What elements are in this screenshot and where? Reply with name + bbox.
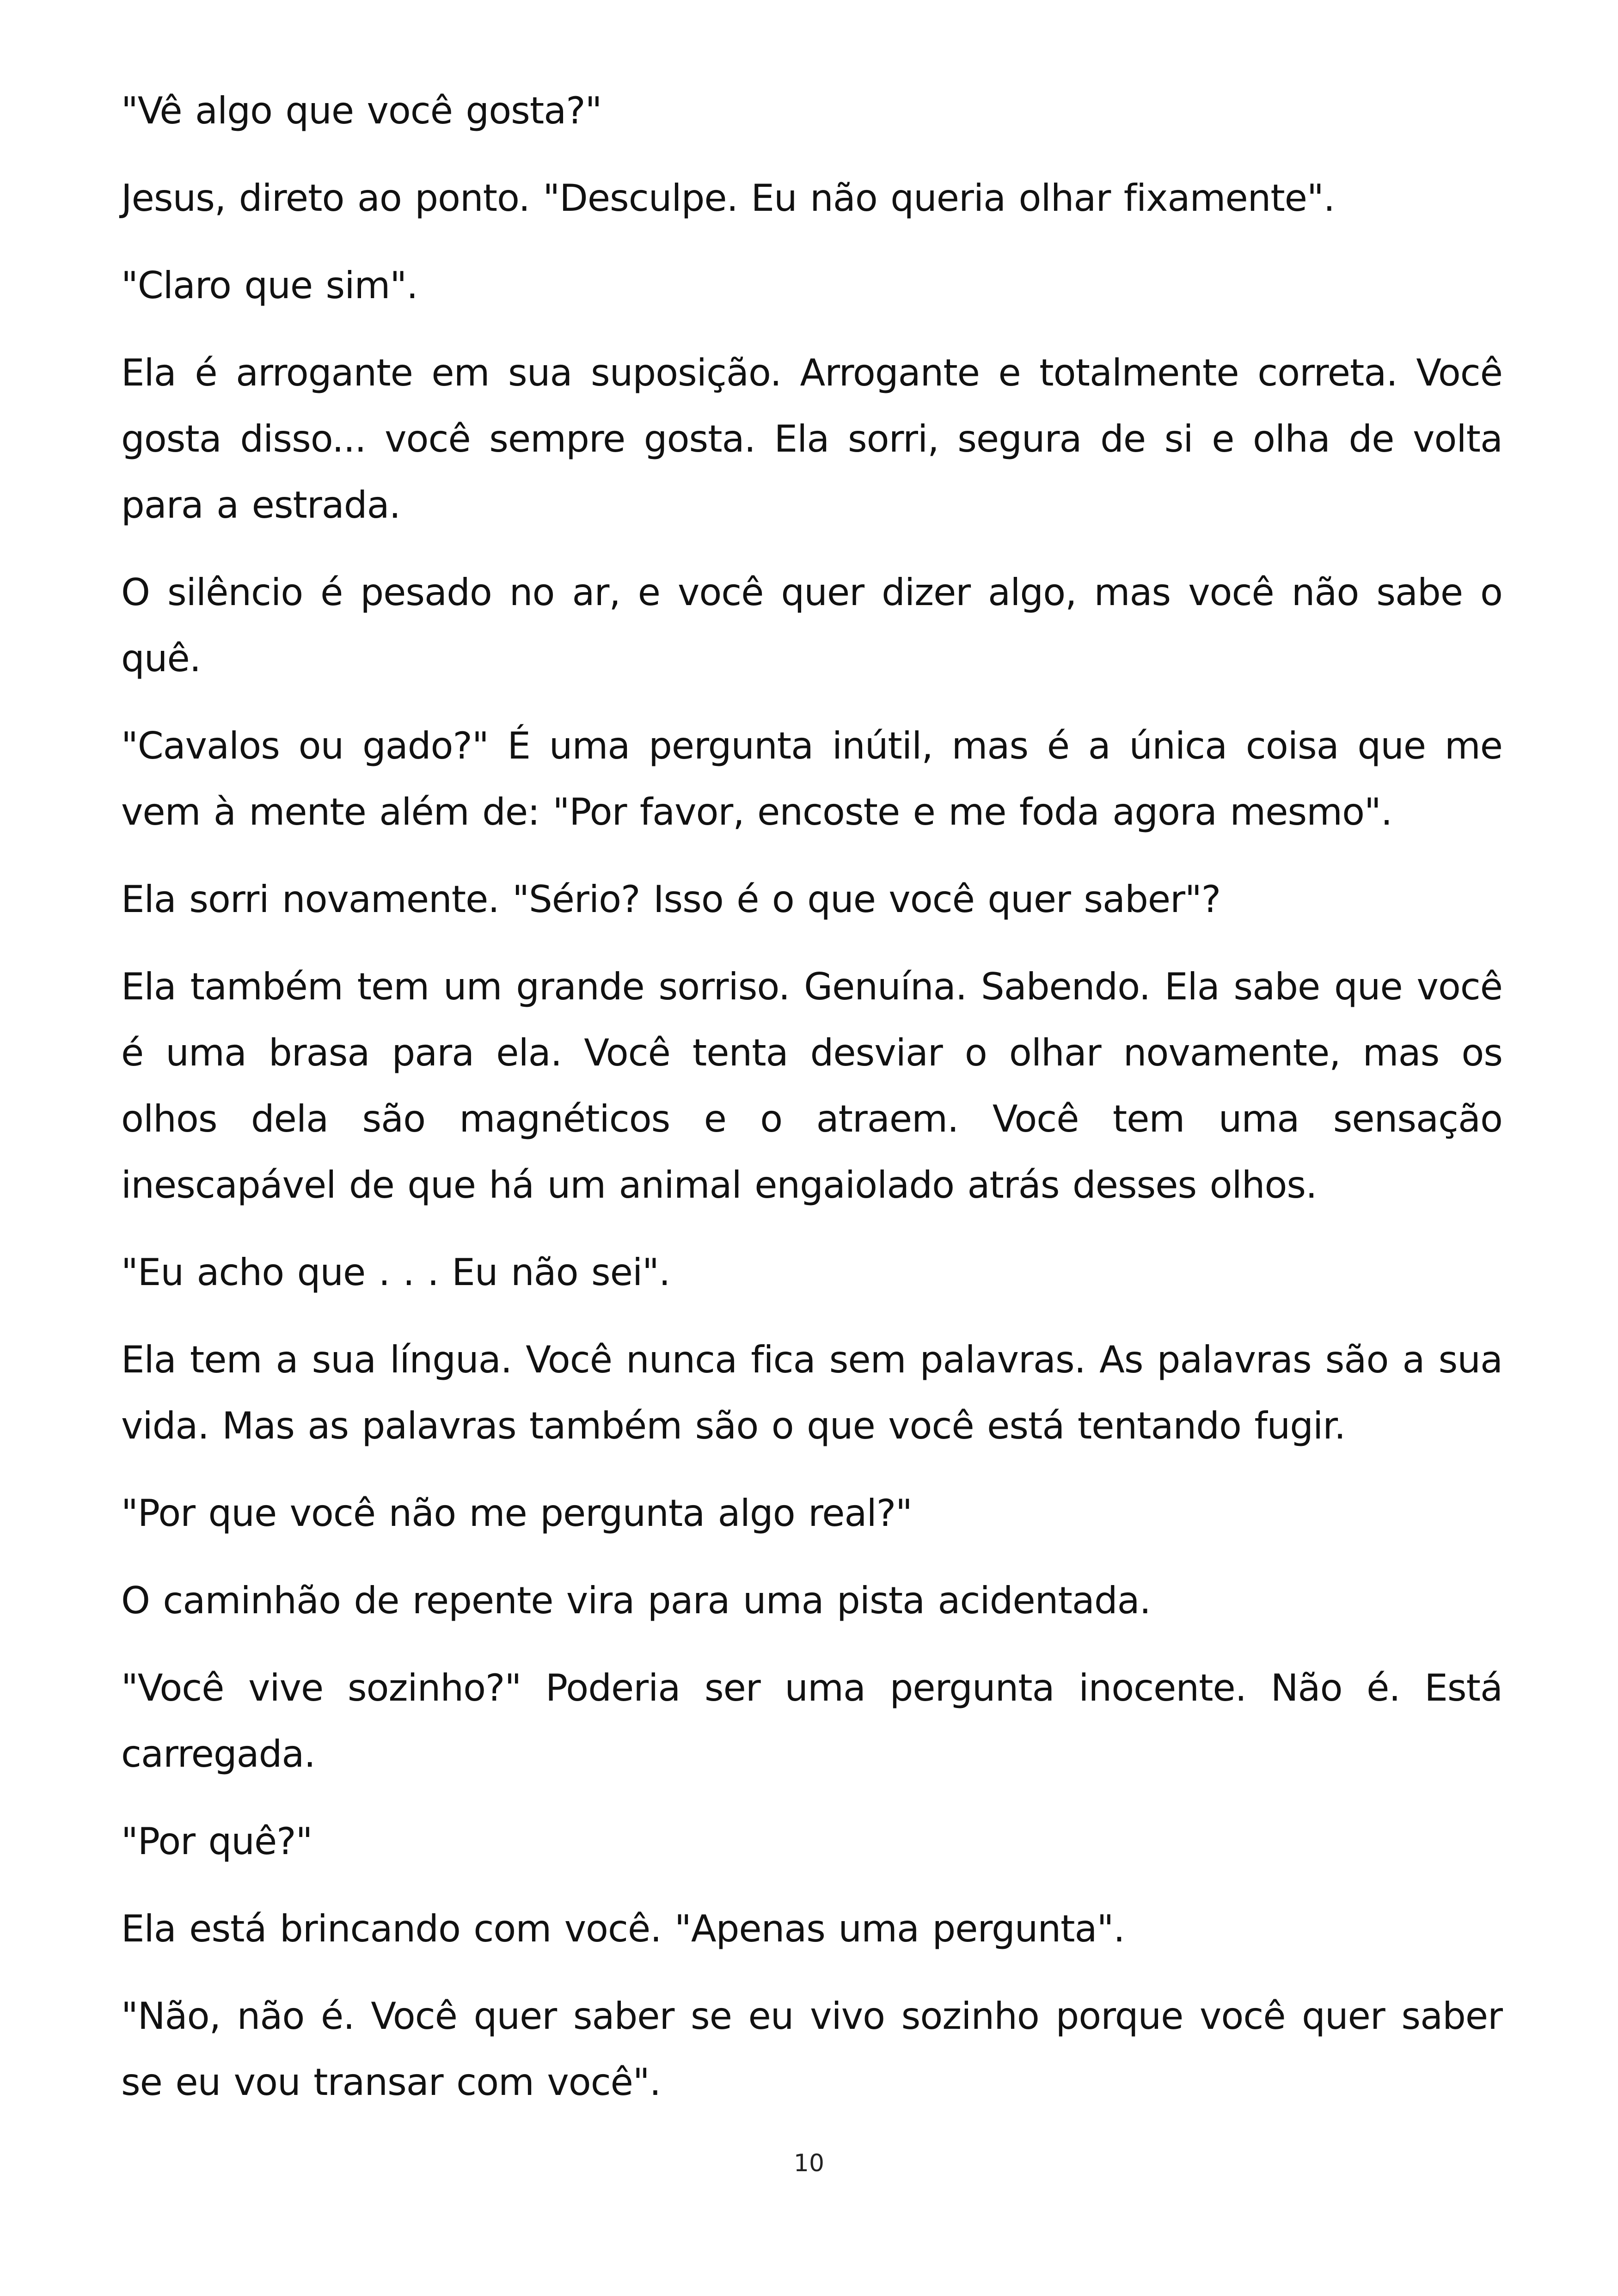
paragraph: O caminhão de repente vira para uma pista acidentada.	[121, 1579, 1151, 1622]
paragraph: "Por que você não me pergunta algo real?"	[121, 1492, 912, 1535]
paragraph: Jesus, direto ao ponto. "Desculpe. Eu não queria olhar fixamente".	[121, 177, 1335, 220]
paragraph: "Eu acho que . . . Eu não sei".	[121, 1251, 670, 1294]
paragraph: "Claro que sim".	[121, 264, 418, 307]
paragraph: Ela está brincando com você. "Apenas uma pergunta".	[121, 1907, 1125, 1950]
paragraph: "Cavalos ou gado?" É uma pergunta inútil, mas é a única coisa que me vem à mente além de: "Por favor, encoste e me foda agora mesmo".	[121, 724, 1502, 833]
paragraph: "Vê algo que você gosta?"	[121, 89, 602, 132]
body-text	[121, 78, 1502, 2137]
paragraph: "Você vive sozinho?" Poderia ser uma pergunta inocente. Não é. Está carregada.	[121, 1666, 1502, 1776]
paragraph: O silêncio é pesado no ar, e você quer dizer algo, mas você não sabe o quê.	[121, 571, 1502, 680]
paragraph: Ela sorri novamente. "Sério? Isso é o que você quer saber"?	[121, 878, 1221, 921]
paragraph: Ela é arrogante em sua suposição. Arrogante e totalmente correta. Você gosta disso... você sempre gosta. Ela sorri, segura de si e olha de volta para a estrada.	[121, 351, 1502, 527]
page-number: 10	[793, 2149, 825, 2177]
paragraph: "Por quê?"	[121, 1820, 313, 1863]
paragraph: Ela também tem um grande sorriso. Genuína. Sabendo. Ela sabe que você é uma brasa para ela. Você tenta desviar o olhar novamente, mas os olhos dela são magnéticos e o atraem. Você tem uma sensação inescapável de que há um animal engaiolado atrás desses olhos.	[121, 965, 1502, 1206]
paragraph: Ela tem a sua língua. Você nunca fica sem palavras. As palavras são a sua vida. Mas as palavras também são o que você está tentando fugir.	[121, 1338, 1502, 1447]
paragraph: "Não, não é. Você quer saber se eu vivo sozinho porque você quer saber se eu vou transar com você".	[121, 1995, 1502, 2104]
